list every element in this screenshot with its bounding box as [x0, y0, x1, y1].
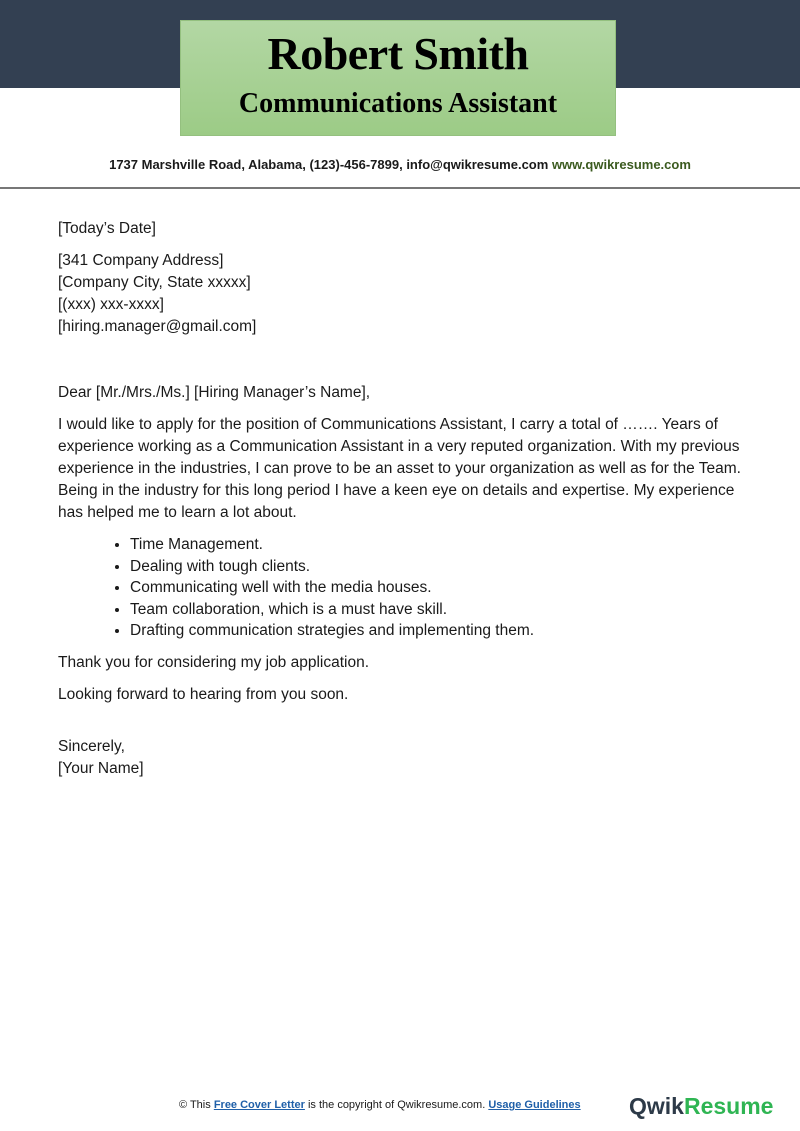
list-item: • Dealing with tough clients. [130, 556, 758, 578]
salutation: Dear [Mr./Mrs./Ms.] [Hiring Manager’s Name], [58, 384, 371, 401]
signature: [Your Name] [58, 759, 144, 777]
name-box [180, 20, 616, 136]
website-link[interactable]: www.qwikresume.com [551, 157, 691, 172]
logo-part: Qwik [629, 1093, 684, 1119]
usage-guidelines-link[interactable]: Usage Guidelines [488, 1099, 581, 1111]
signoff: Sincerely, [58, 737, 125, 755]
logo-part: Resume [683, 1093, 774, 1119]
applicant-name: Robert Smith [267, 28, 529, 79]
job-title: Communications Assistant [238, 88, 558, 119]
list-item: • Team collaboration, which is a must have skill. [130, 599, 758, 621]
letter-body [58, 218, 758, 780]
footer [179, 1099, 581, 1111]
address-line: [hiring.manager@gmail.com] [58, 318, 257, 335]
recipient-address [58, 250, 758, 338]
address-line: [341 Company Address] [58, 252, 224, 269]
address-line: [Company City, State xxxxx] [58, 274, 251, 291]
footer-text: is the copyright of Qwikresume.com. [307, 1099, 486, 1111]
address-line: [(xxx) xxx-xxxx] [58, 296, 164, 313]
list-item: • Drafting communication strategies and implementing them. [130, 620, 758, 642]
thanks-line: Thank you for considering my job application. [58, 653, 370, 671]
skills-list [130, 534, 758, 642]
body-paragraph: I would like to apply for the position of Communications Assistant, I carry a total of ……. Years of experience working as a Communication Assistant in a very reputed organization. With my previous experience in the industries, I can prove to be an asset to your organization as well as for the Team. Being in the industry for this long period I have a keen eye on details and expertise. My experience has helped me to learn a lot about. [58, 416, 741, 521]
contact-line [0, 157, 800, 172]
date: [Today’s Date] [58, 220, 156, 237]
list-item: • Time Management. [130, 534, 758, 556]
free-cover-letter-link[interactable]: Free Cover Letter [213, 1099, 305, 1111]
list-item: • Communicating well with the media houses. [130, 577, 758, 599]
divider [0, 187, 800, 189]
contact-details: 1737 Marshville Road, Alabama, (123)-456-7899, info@qwikresume.com [109, 157, 549, 172]
footer-text: © This [179, 1099, 211, 1111]
qwikresume-logo [629, 1093, 773, 1120]
closing-line: Looking forward to hearing from you soon. [58, 685, 349, 703]
